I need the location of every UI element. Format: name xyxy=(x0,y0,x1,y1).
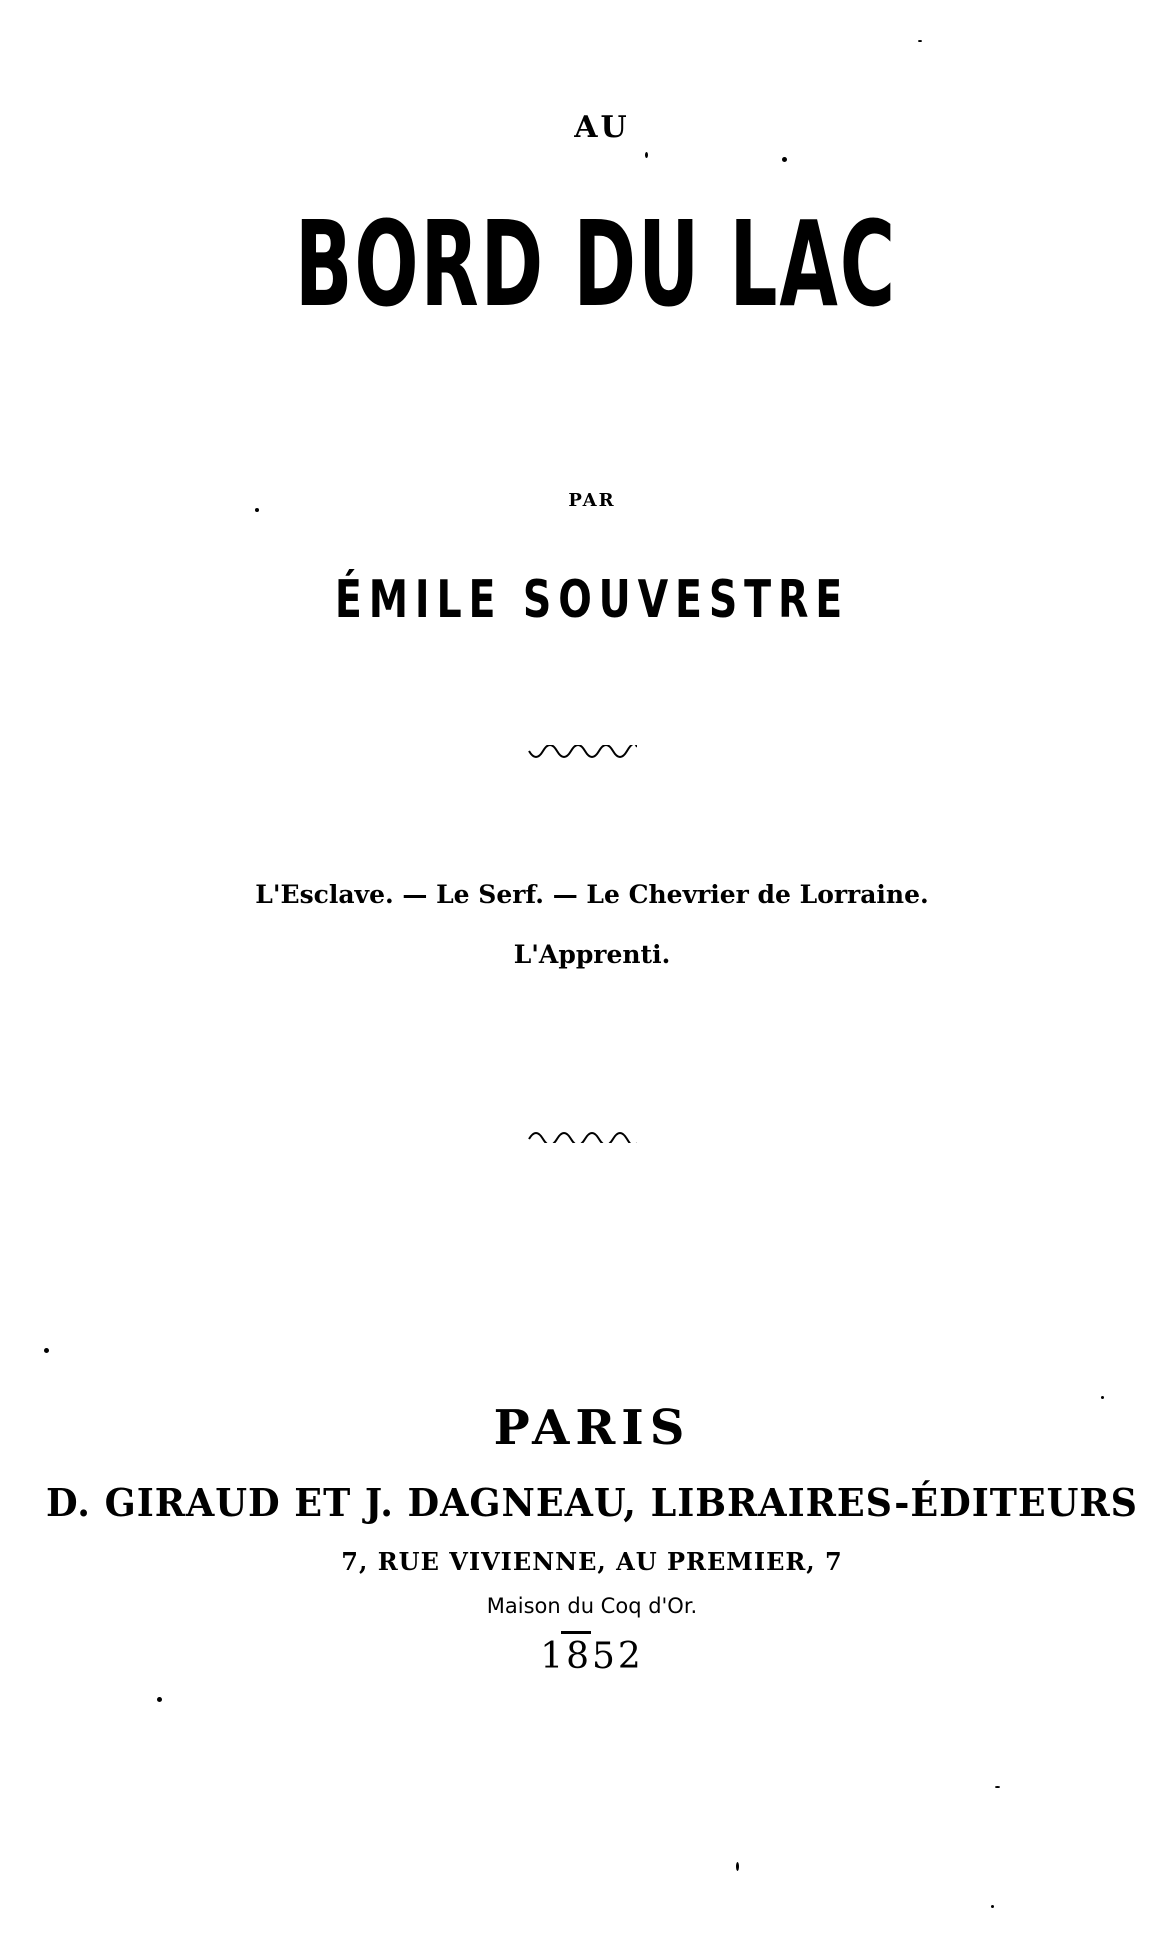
imprint-shop-sign: Maison du Coq d'Or. xyxy=(486,1594,698,1618)
ornament-divider-bottom xyxy=(527,1125,637,1143)
imprint-publisher: D. GIRAUD ET J. DAGNEAU, LIBRAIRES-ÉDITEURS xyxy=(45,1480,1139,1525)
paper-speck xyxy=(255,508,259,512)
by-label: PAR xyxy=(568,490,616,511)
paper-speck xyxy=(1101,1396,1104,1399)
contents-line-2: L'Apprenti. xyxy=(513,940,671,969)
paper-speck xyxy=(736,1862,739,1871)
paper-speck xyxy=(157,1697,162,1702)
imprint-city: PARIS xyxy=(493,1400,691,1456)
ornament-divider-top xyxy=(527,745,637,763)
paper-speck xyxy=(44,1348,49,1353)
paper-speck xyxy=(782,157,787,162)
imprint-address: 7, RUE VIVIENNE, AU PREMIER, 7 xyxy=(341,1547,843,1576)
paper-speck xyxy=(645,152,648,158)
paper-speck xyxy=(995,1786,1000,1788)
paper-speck xyxy=(918,40,922,42)
title-preposition: AU xyxy=(574,110,630,145)
year-rule xyxy=(561,1631,591,1634)
imprint-year: 1852 xyxy=(540,1636,644,1677)
author-name: ÉMILE SOUVESTRE xyxy=(334,570,850,630)
book-title: BORD DU LAC xyxy=(294,195,898,333)
contents-line-1: L'Esclave. — Le Serf. — Le Chevrier de Lorraine. xyxy=(255,880,929,909)
paper-speck xyxy=(991,1905,994,1908)
